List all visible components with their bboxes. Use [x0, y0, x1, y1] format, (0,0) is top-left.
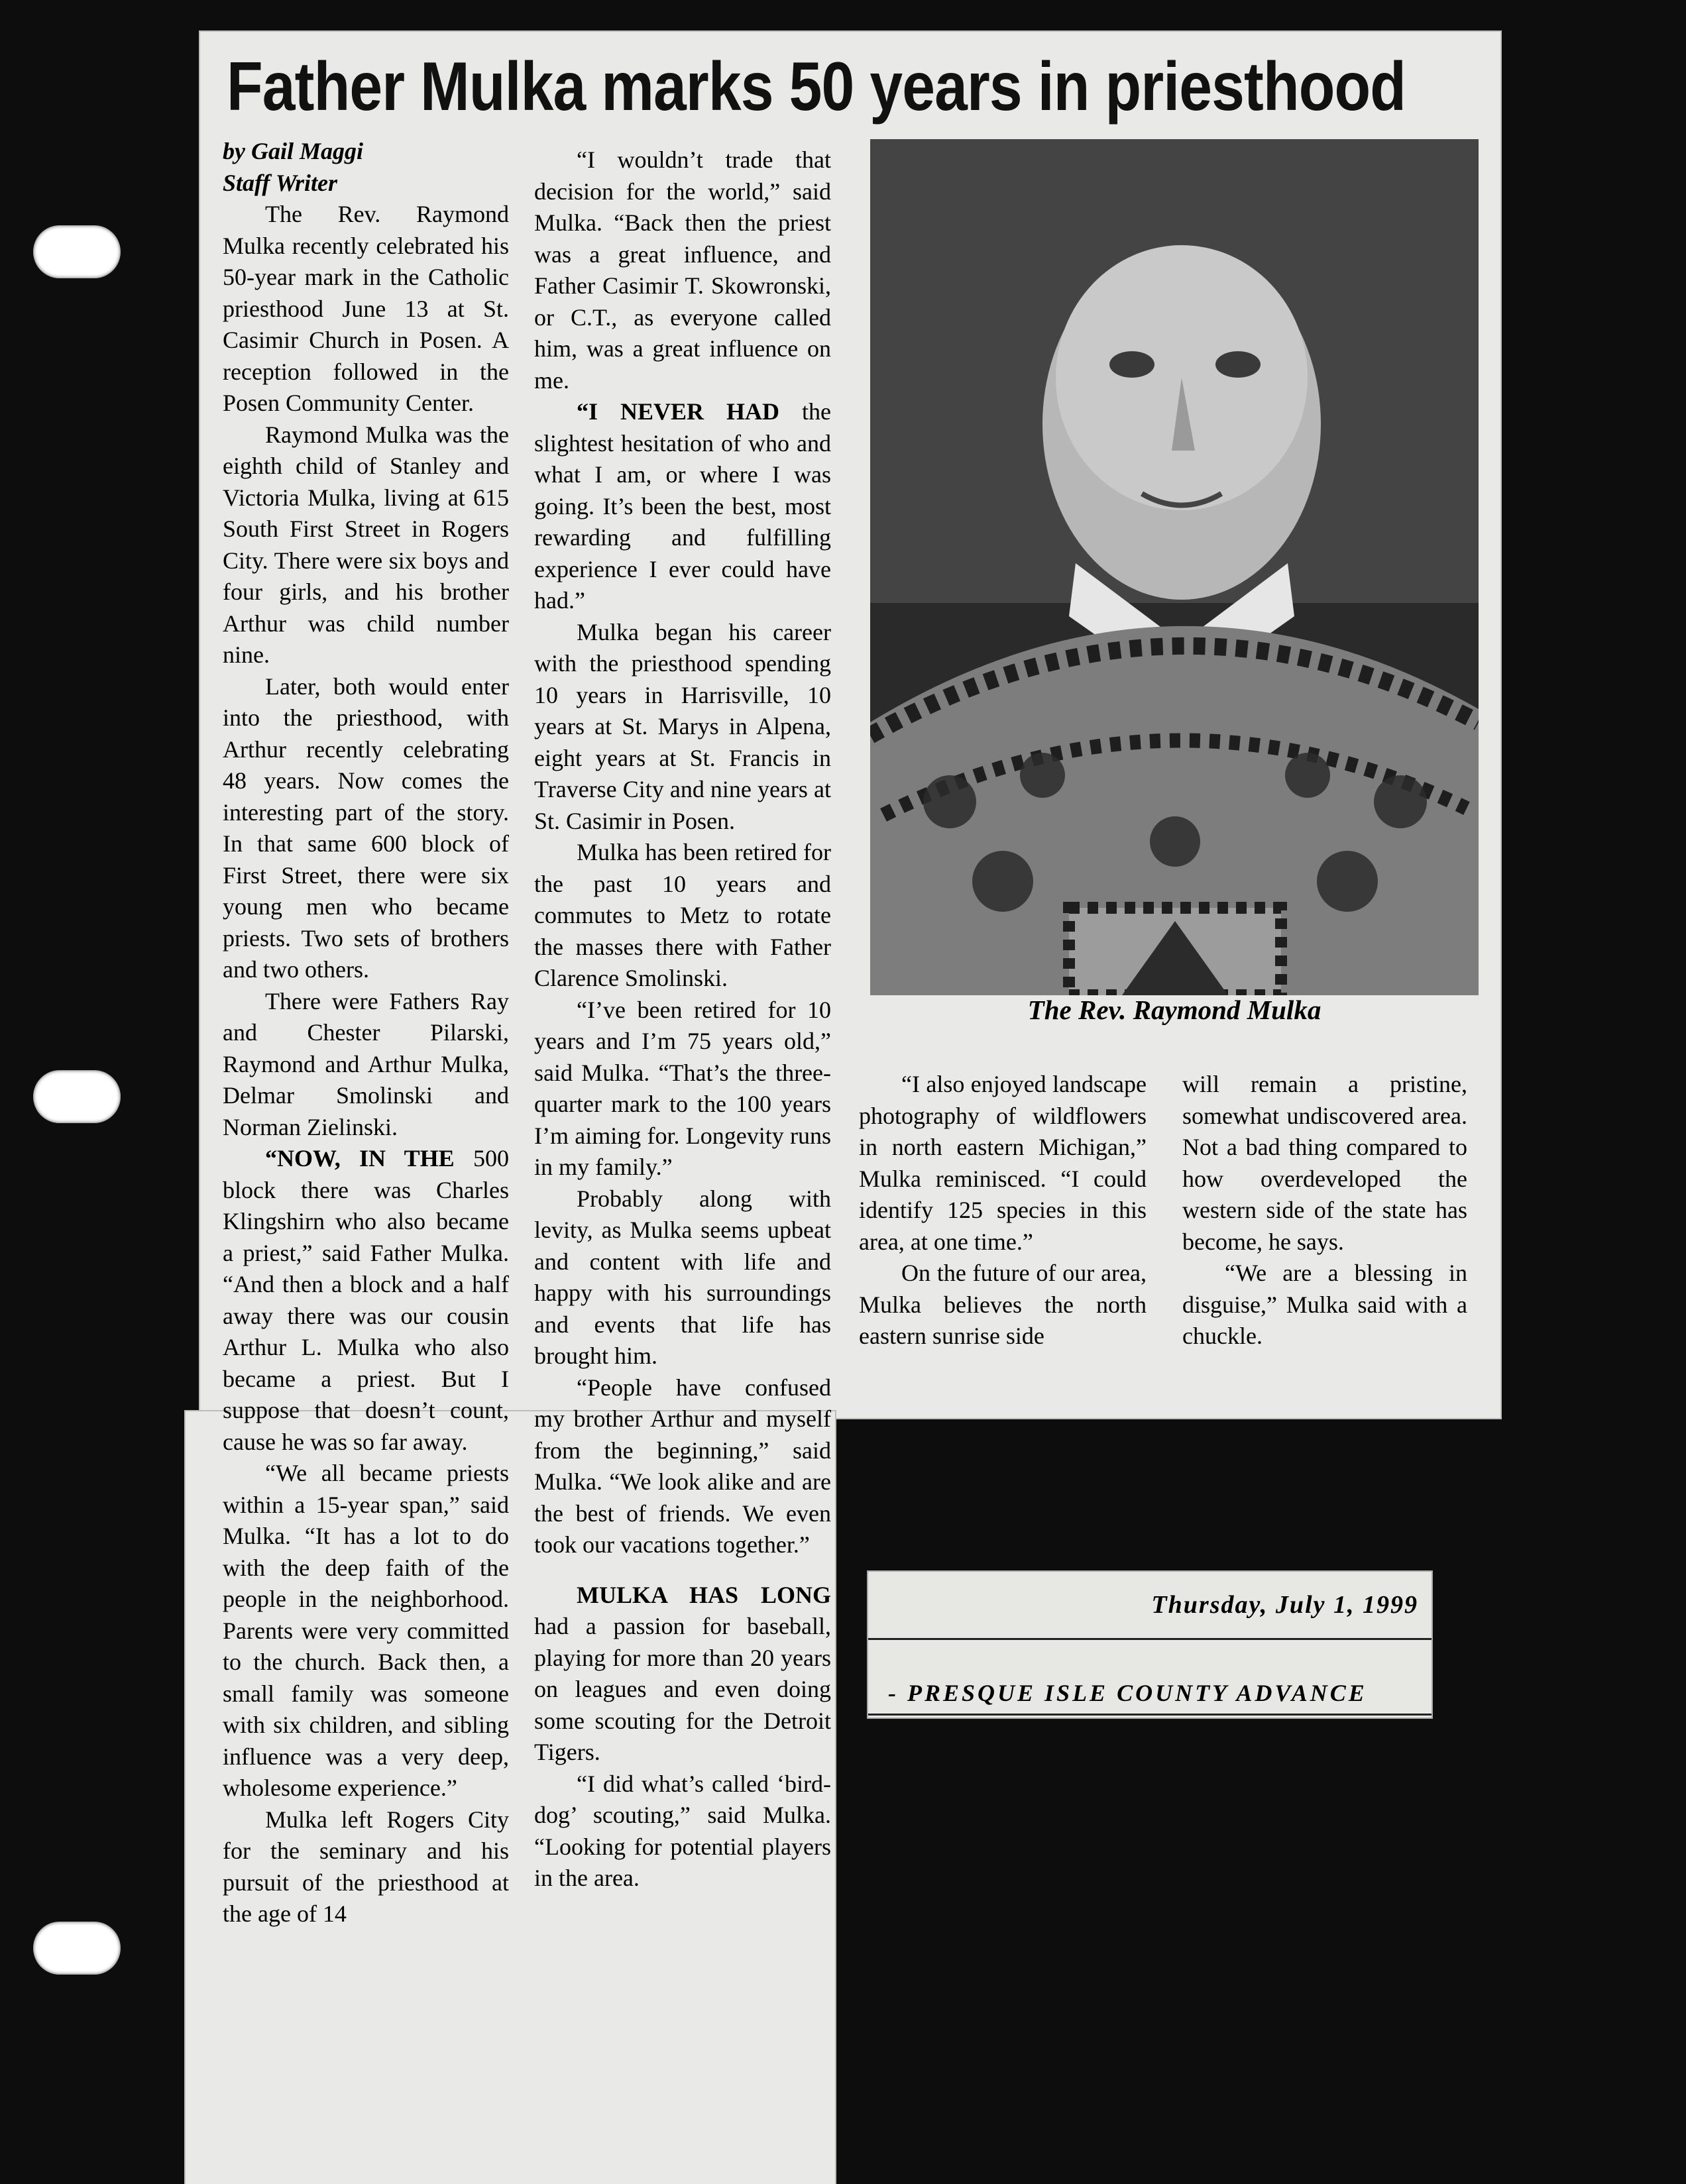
- paragraph: Probably along with levity, as Mulka seems upbeat and content with life and happy with his surroundings and events that life has brought him.: [534, 1185, 831, 1369]
- paragraph: [534, 396, 831, 617]
- paragraph: There were Fathers Ray and Chester Pilarski, Raymond and Arthur Mulka, Delmar Smolinski and Norman Zielinski.: [223, 987, 509, 1140]
- paragraph: “We all became priests within a 15-year span,” said Mulka. “It has a lot to do with the deep faith of the people in the neighborhood. Parents were very committed to the church. Back then, a small family was someone with six children, and sibling influence was a very deep, wholesome experience.”: [223, 1460, 509, 1801]
- paragraph: Mulka has been retired for the past 10 years and commutes to Metz to rotate the masses there with Father Clarence Smolinski.: [534, 839, 831, 991]
- portrait-illustration: [870, 139, 1479, 995]
- paragraph: [534, 1580, 831, 1769]
- paragraph: The Rev. Raymond Mulka recently celebrated his 50-year mark in the Catholic priesthood June 13 at St. Casimir Church in Posen. A reception followed in the Posen Community Center.: [223, 201, 509, 416]
- dateline-rule: [868, 1638, 1432, 1640]
- headline: Father Mulka marks 50 years in priesthood: [227, 48, 1406, 125]
- lead-in: “NOW, IN THE: [265, 1145, 455, 1172]
- paragraph: [223, 1143, 509, 1458]
- paragraph: Later, both would enter into the priesthood, with Arthur recently celebrating 48 years. Now comes the interesting part of the story. In that same 600 block of First Street, there were six young men who became priests. Two sets of brothers and two others.: [223, 673, 509, 983]
- paragraph-text: the slightest hesitation of who and what I am, or where I was going. It’s been the best, most rewarding and fulfilling experience I ever could have had.”: [534, 398, 831, 614]
- paragraph: “I did what’s called ‘bird-dog’ scouting,” said Mulka. “Looking for potential players in the area.: [534, 1770, 831, 1891]
- paragraph: “People have confused my brother Arthur and myself from the beginning,” said Mulka. “We look alike and are the best of friends. We even took our vacations together.”: [534, 1374, 831, 1558]
- paragraph: “I’ve been retired for 10 years and I’m 75 years old,” said Mulka. “That’s the three-quarter mark to the 100 years I’m aiming for. Longevity runs in my family.”: [534, 996, 831, 1180]
- article-column-1: [223, 136, 509, 1930]
- binder-hole-bottom: [33, 1922, 121, 1975]
- paragraph-text: 500 block there was Charles Klingshirn who also became a priest,” said Father Mulka. “And then a block and a half away there was our cousin Arthur L. Mulka who also became a priest. But I suppose that doesn’t count, cause he was so far away.: [223, 1145, 510, 1455]
- article-column-2: [534, 144, 831, 1894]
- article-column-3: [859, 1069, 1147, 1352]
- dateline-clipping: [868, 1572, 1432, 1718]
- paragraph: Mulka began his career with the priesthood spending 10 years in Harrisville, 10 years at St. Marys in Alpena, eight years at St. Francis in Traverse City and nine years at St. Casimir in Posen.: [534, 618, 831, 834]
- publication-rule: [868, 1714, 1432, 1716]
- portrait-photo: [870, 139, 1479, 995]
- paragraph: “We are a blessing in disguise,” Mulka said with a chuckle.: [1182, 1260, 1467, 1349]
- binder-hole-top: [33, 225, 121, 278]
- paragraph: Raymond Mulka was the eighth child of Stanley and Victoria Mulka, living at 615 South First Street in Rogers City. There were six boys and four girls, and his brother Arthur was child number nine.: [223, 421, 509, 668]
- paragraph-text: had a passion for baseball, playing for more than 20 years on leagues and even doing some scouting for the Detroit Tigers.: [534, 1613, 831, 1765]
- binder-hole-middle: [33, 1070, 121, 1123]
- paragraph: On the future of our area, Mulka believes the north eastern sunrise side: [859, 1260, 1147, 1349]
- byline-author: by Gail Maggi: [223, 138, 363, 164]
- lead-in: MULKA HAS LONG: [577, 1581, 831, 1608]
- paragraph: will remain a pristine, somewhat undiscovered area. Not a bad thing compared to how overdeveloped the western side of the state has become, he says.: [1182, 1071, 1467, 1255]
- dateline: Thursday, July 1, 1999: [1151, 1591, 1418, 1619]
- lead-in: “I NEVER HAD: [577, 398, 780, 425]
- paragraph: Mulka left Rogers City for the seminary and his pursuit of the priesthood at the age of 14: [223, 1806, 509, 1927]
- paragraph: “I also enjoyed landscape photography of wildflowers in north eastern Michigan,” Mulka reminisced. “I could identify 125 species in this area, at one time.”: [859, 1071, 1147, 1255]
- article-column-4: [1182, 1069, 1467, 1352]
- publication-name: - PRESQUE ISLE COUNTY ADVANCE: [888, 1680, 1367, 1706]
- byline-role: Staff Writer: [223, 169, 338, 196]
- paragraph: “I wouldn’t trade that decision for the world,” said Mulka. “Back then the priest was a great influence, and Father Casimir T. Skowronski, or C.T., as everyone called him, was a great influence on me.: [534, 146, 831, 394]
- photo-caption: The Rev. Raymond Mulka: [1027, 995, 1321, 1025]
